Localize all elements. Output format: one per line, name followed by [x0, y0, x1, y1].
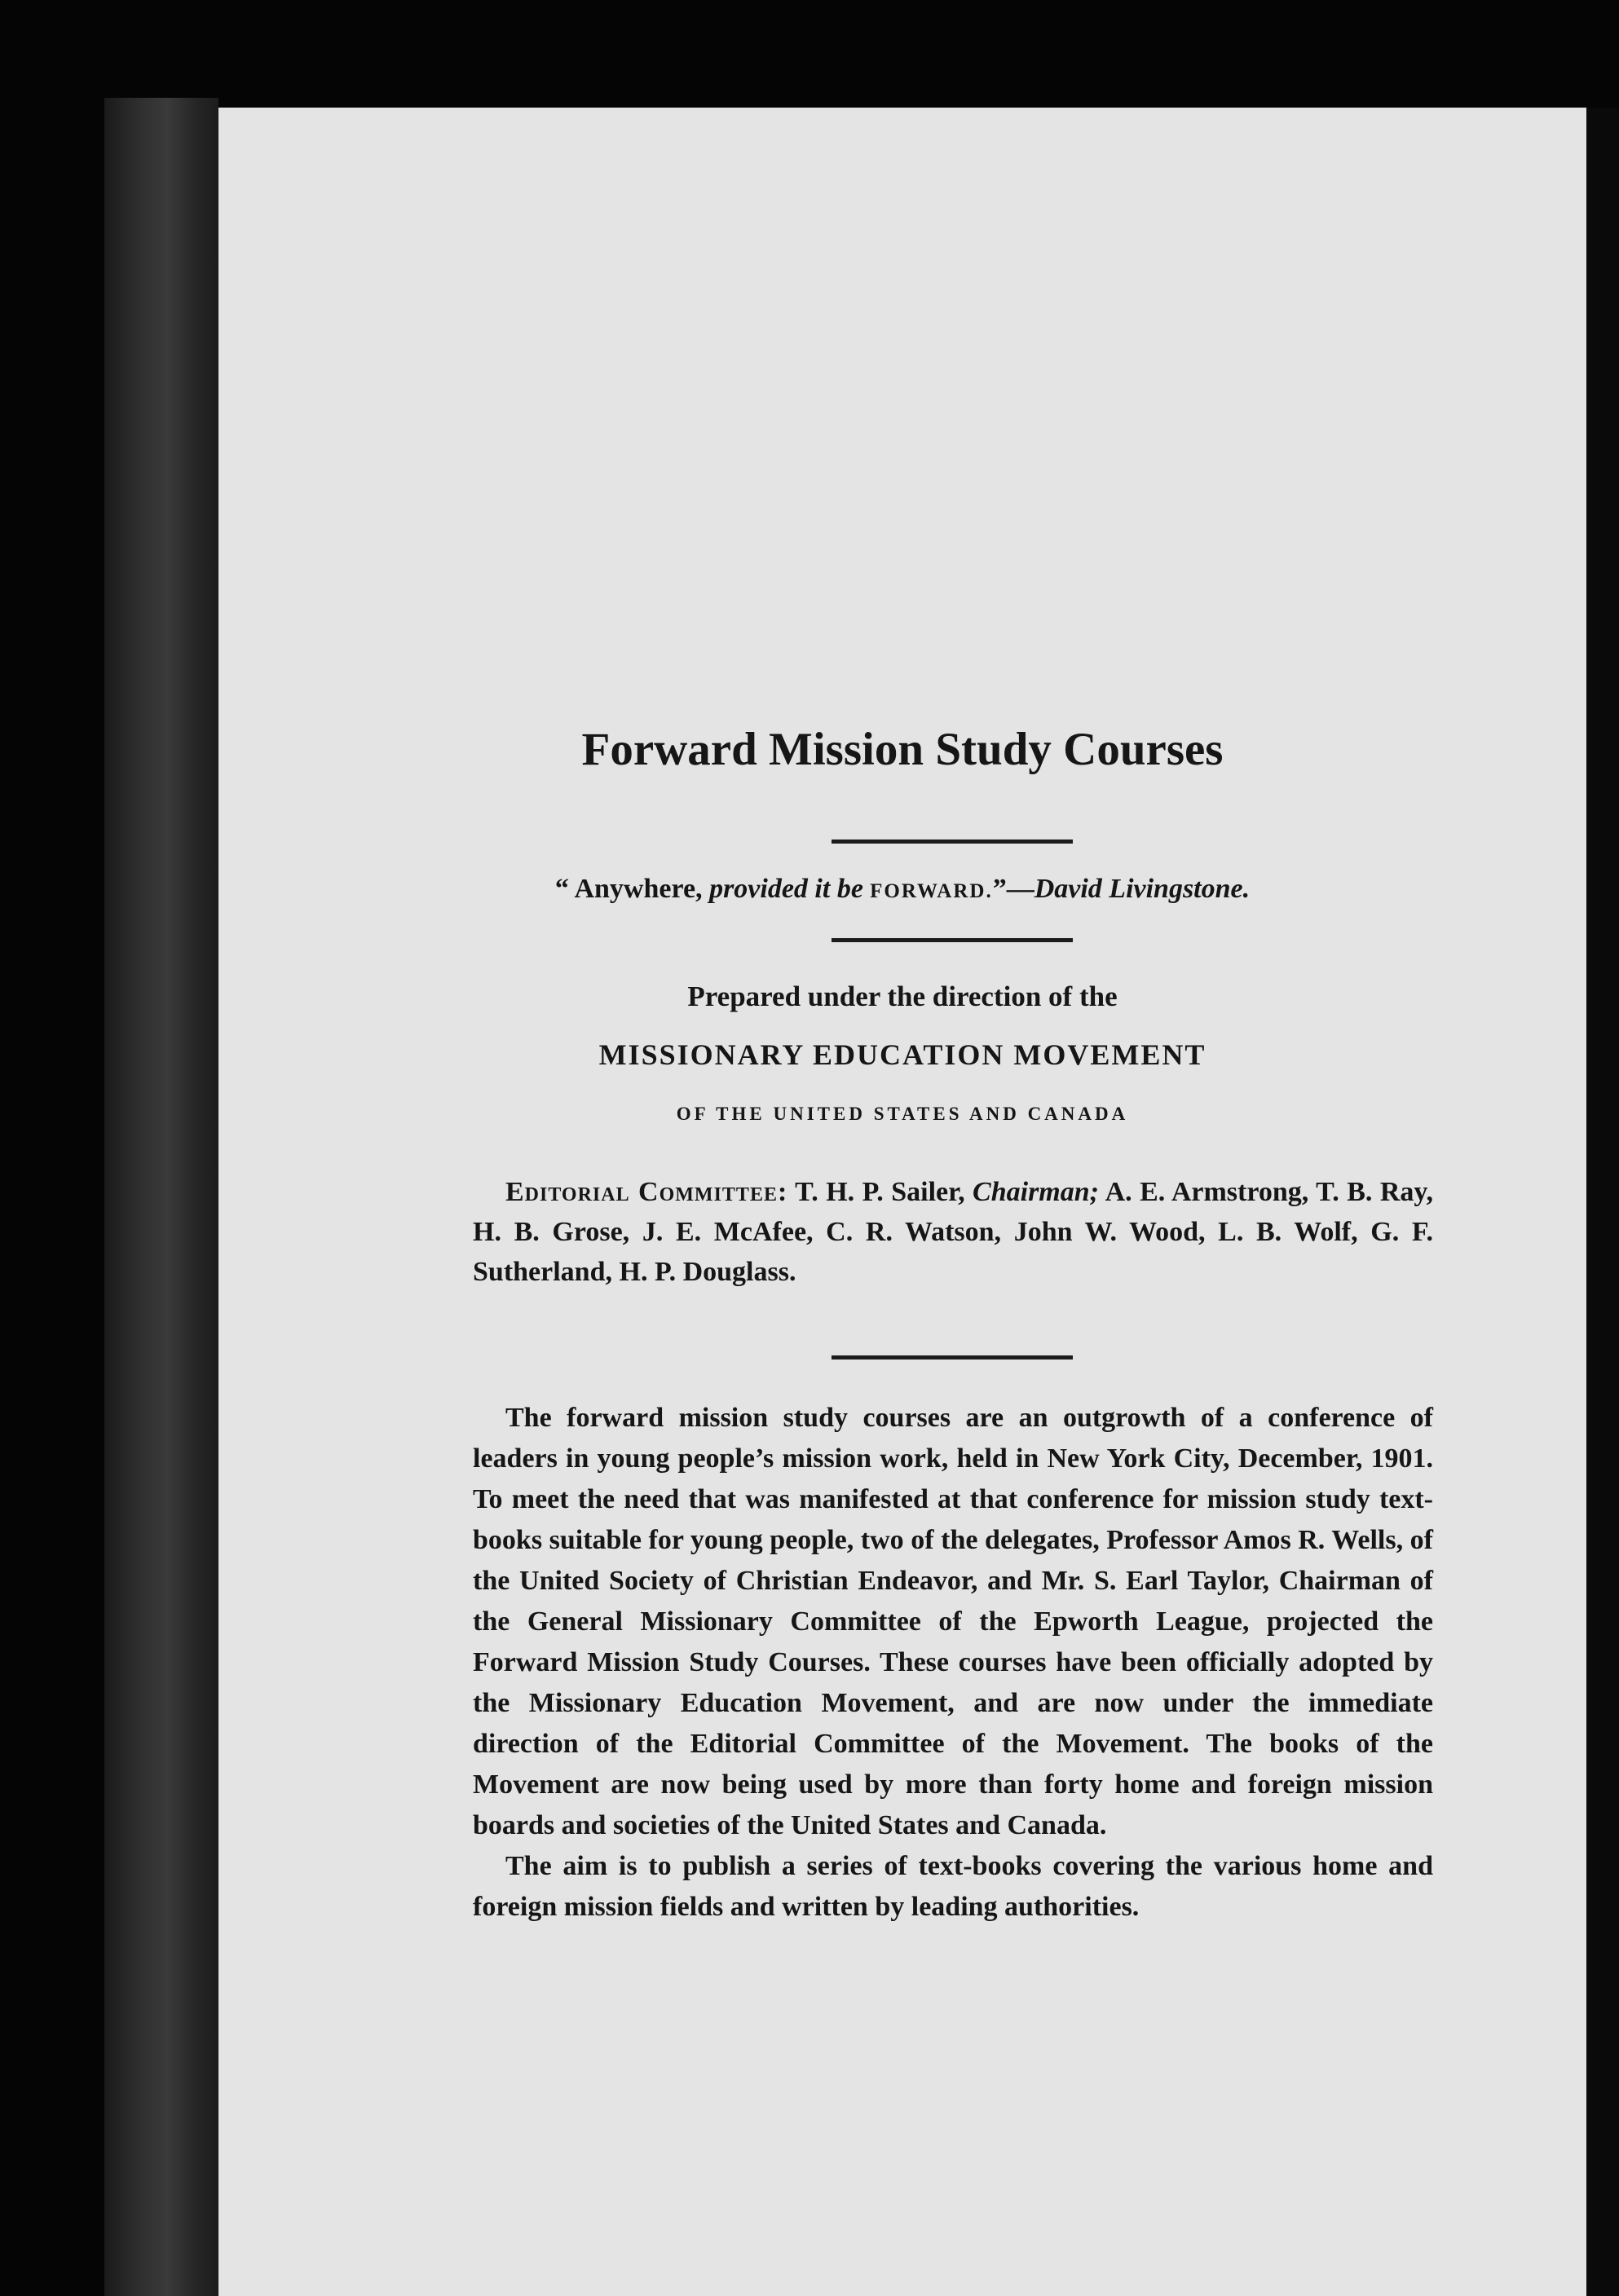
divider-rule [832, 1355, 1073, 1360]
motto-forward-word: FORWARD. [862, 880, 993, 902]
motto-italic-text: provided it be [709, 874, 863, 904]
divider-rule [832, 840, 1073, 844]
book-spine [104, 98, 218, 2296]
committee-chair-role: Chairman; [973, 1177, 1099, 1207]
paragraph: The forward mission study courses are an outgrowth of a conference of leaders in young people’s mission work, held in New York City, December, 1901. To meet the need that was manifested at that conference for mission study text-books suitable for young people, two of the delegates, Professor Amos R. Wells, of the United Society of Christian Endeavor, and Mr. S. Earl Taylor, Chairman of the General Missionary Committee of the Epworth League, projected the Forward Mission Study Courses. These courses have been officially adopted by the Missionary Education Movement, and are now under the immediate direction of the Editorial Committee of the Movement. The books of the Movement are now being used by more than forty home and foreign mission boards and societies of the United States and Canada. [473, 1403, 1433, 1840]
body-text [473, 1398, 1433, 1928]
page-title: Forward Mission Study Courses [581, 724, 1224, 775]
page-edge [1586, 108, 1619, 2296]
motto-quote [218, 874, 1586, 905]
page-sheet [218, 108, 1586, 2296]
organization-subtitle: OF THE UNITED STATES AND CANADA [676, 1104, 1129, 1124]
motto-attribution: David Livingstone. [1034, 874, 1251, 904]
motto-text: Anywhere, [568, 874, 710, 904]
paragraph: The aim is to publish a series of text-books covering the various home and foreign mission fields and written by leading authorities. [473, 1851, 1433, 1922]
prepared-line: Prepared under the direction of the [687, 981, 1118, 1012]
motto-close-quote: ”— [992, 874, 1034, 904]
committee-chair-name: T. H. P. Sailer, [787, 1177, 973, 1207]
committee-members: A. E. Armstrong, T. B. Ray, H. B. Grose, J. E. McAfee, C. R. Watson, John W. Wood, L. B. Wolf, G. F. Sutherland, H. P. Douglass. [473, 1177, 1433, 1287]
motto-open-quote: “ [554, 874, 569, 904]
divider-rule [832, 938, 1073, 942]
editorial-committee [473, 1172, 1433, 1292]
committee-label: Editorial Committee: [505, 1177, 788, 1207]
organization-name: MISSIONARY EDUCATION MOVEMENT [598, 1038, 1207, 1071]
